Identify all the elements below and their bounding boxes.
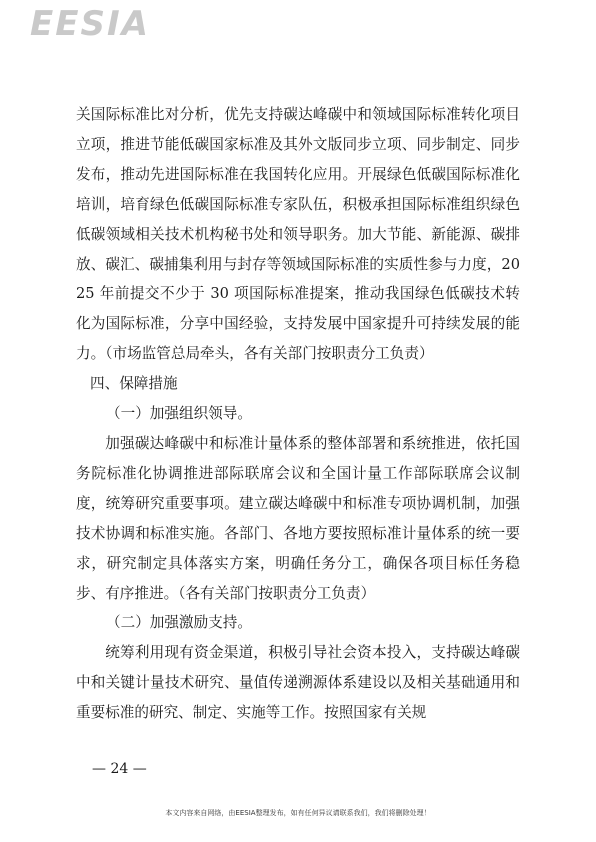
document-body xyxy=(76,100,520,728)
footer-disclaimer: 本文内容来自网络，由EESIA整理发布，如有任何异议请联系我们，我们将删除处理！ xyxy=(165,809,431,817)
eesia-watermark-logo: EESIA xyxy=(30,4,150,44)
section-heading-safeguards: 四、保障措施 xyxy=(90,375,178,393)
paragraph-incentives: 统筹利用现有资金渠道，积极引导社会资本投入，支持碳达峰碳中和关键计量技术研究、量值传递溯源体系建设以及相关基础通用和重要标准的研究、制定、实施等工作。按照国家有关规 xyxy=(76,644,520,722)
subsection-title-incentives: （二）加强激励支持。 xyxy=(106,614,252,632)
paragraph-organization: 加强碳达峰碳中和标准计量体系的整体部署和系统推进，依托国务院标准化协调推进部际联席会议和全国计量工作部际联席会议制度，统筹研究重要事项。建立碳达峰碳中和标准专项协调机制，加强技术协调和标准实施。各部门、各地方要按照标准计量体系的统一要求，研究制定具体落实方案，明确任务分工，确保各项目标任务稳步、有序推进。（各有关部门按职责分工负责） xyxy=(76,434,520,602)
page-number: — 24 — xyxy=(92,761,147,777)
subsection-title-organization: （一）加强组织领导。 xyxy=(106,405,252,423)
paragraph-international-standards: 关国际标准比对分析，优先支持碳达峰碳中和领域国际标准转化项目立项，推进节能低碳国家标准及其外文版同步立项、同步制定、同步发布，推动先进国际标准在我国转化应用。开展绿色低碳国际标准化培训，培育绿色低碳国际标准专家队伍，积极承担国际标准组织绿色低碳领域相关技术机构秘书处和领导职务。加大节能、新能源、碳排放、碳汇、碳捕集利用与封存等领域国际标准的实质性参与力度，2025 年前提交不少于 30 项国际标准提案，推动我国绿色低碳技术转化为国际标准，分享中国经验，支持发展中国家提升可持续发展的能力。（市场监管总局牵头，各有关部门按职责分工负责） xyxy=(76,106,520,363)
